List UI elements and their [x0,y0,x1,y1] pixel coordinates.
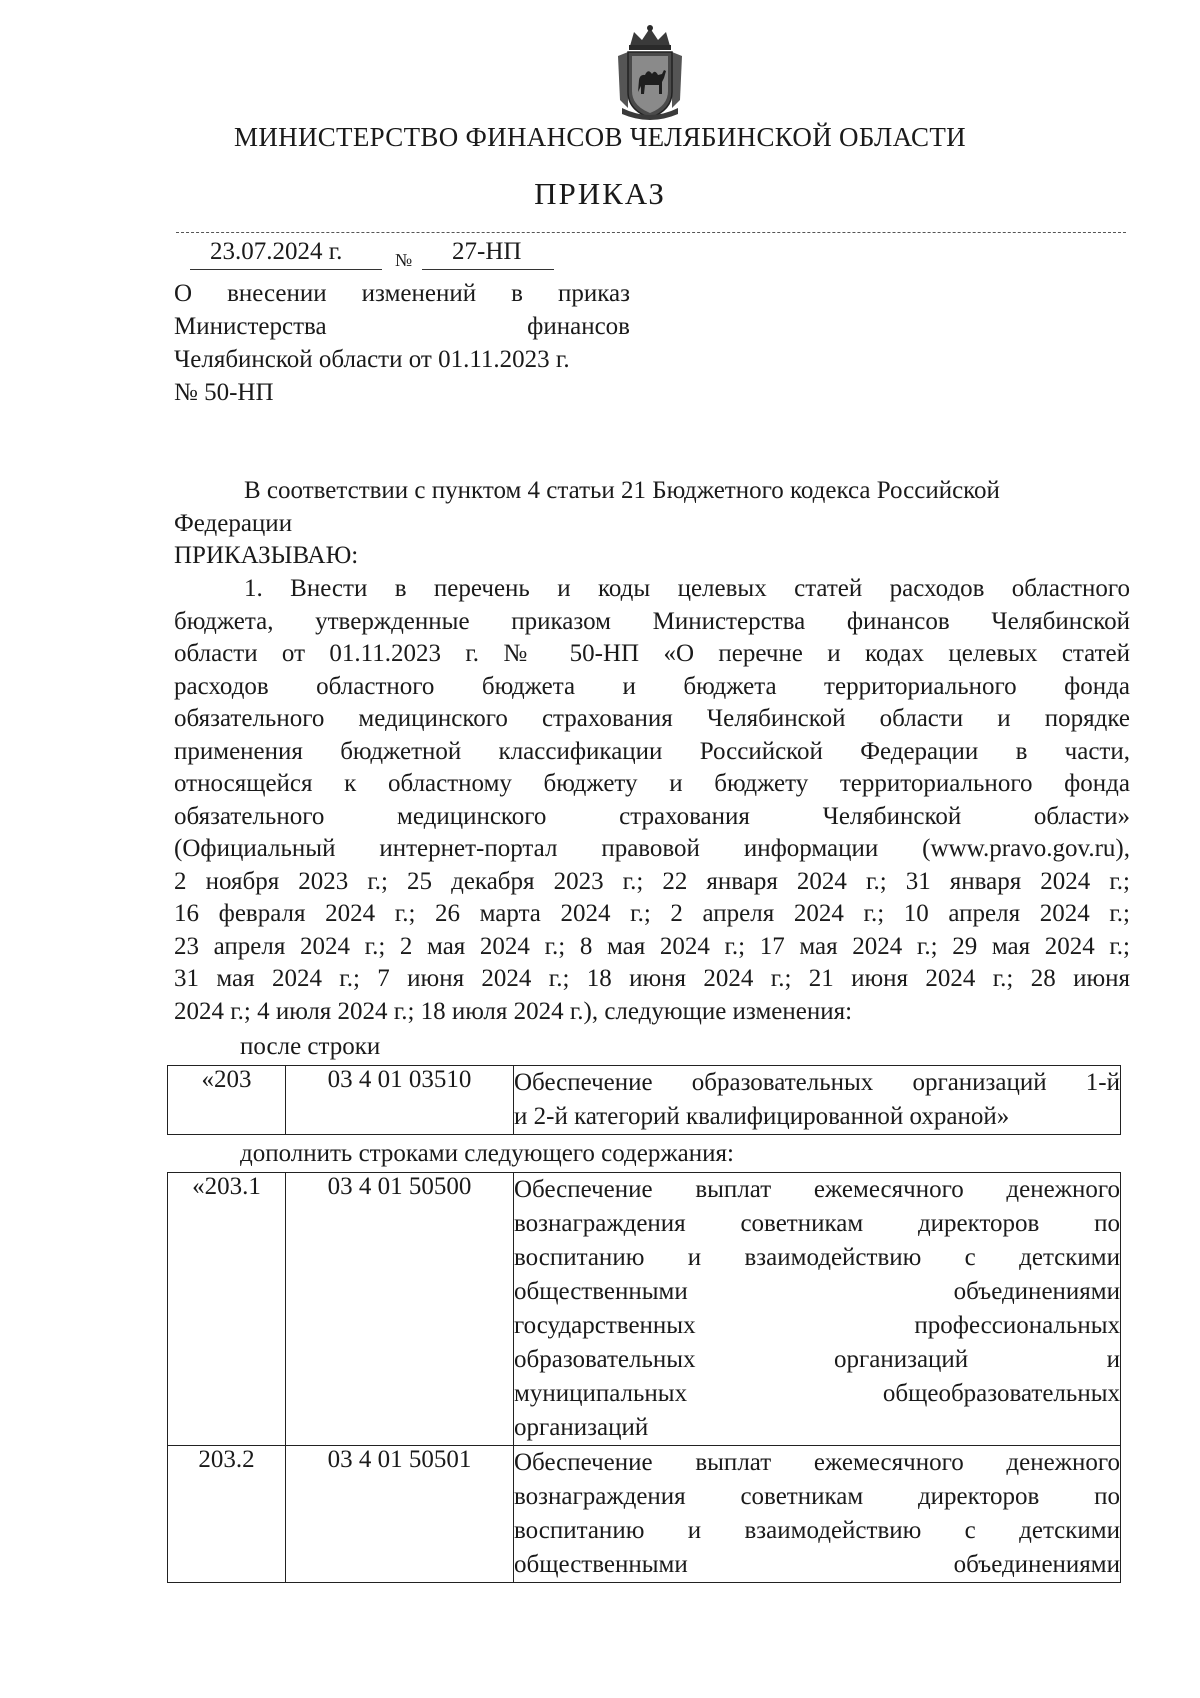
subject-line: О внесении изменений в приказ [174,280,630,307]
subject-line: № 50-НП [174,379,274,406]
subject-line: Министерства финансов [174,313,630,340]
item-line: области от 01.11.2023 г. № 50-НП «О перечне и кодах целевых статей [174,640,1130,667]
number-sign: № [395,250,413,270]
new-rows-table [167,1172,1121,1583]
document-title: ПРИКАЗ [534,176,666,211]
description-line: организаций [514,1414,649,1441]
item-line: относящейся к областному бюджету и бюджету территориального фонда [174,770,1130,797]
description-line: образовательных организаций и [514,1346,1120,1373]
row-number: «203.1 [168,1173,286,1446]
row-description [514,1173,1121,1446]
item-line: 2 ноября 2023 г.; 25 декабря 2023 г.; 22 января 2024 г.; 31 января 2024 г.; [174,867,1130,895]
row-description [514,1446,1121,1583]
row-code: 03 4 01 50501 [286,1446,514,1583]
description-line: Обеспечение выплат ежемесячного денежного [514,1176,1120,1203]
description-line: вознаграждения советникам директоров по [514,1210,1120,1237]
preamble [174,475,1130,573]
table-row [168,1066,1121,1135]
preamble-line: В соответствии с пунктом 4 статьи 21 Бюджетного кодекса Российской [244,477,1000,504]
row-number: «203 [168,1066,286,1135]
item-1 [174,573,1130,1028]
coat-of-arms-icon [612,22,688,122]
date-underline [190,269,382,270]
table-row [168,1446,1121,1583]
order-word: ПРИКАЗЫВАЮ: [174,542,359,569]
row-description [514,1066,1121,1135]
description-line: общественными объединениями [514,1551,1120,1578]
row-number: 203.2 [168,1446,286,1583]
item-line: 16 февраля 2024 г.; 26 марта 2024 г.; 2 апреля 2024 г.; 10 апреля 2024 г.; [174,900,1130,927]
description-line: муниципальных общеобразовательных [514,1380,1120,1407]
item-line: бюджета, утвержденные приказом Министерства финансов Челябинской [174,607,1130,635]
ministry-name: МИНИСТЕРСТВО ФИНАНСОВ ЧЕЛЯБИНСКОЙ ОБЛАСТИ [234,122,966,152]
after-row-label: после строки [240,1033,381,1060]
description-line: вознаграждения советникам директоров по [514,1483,1120,1510]
item-line: применения бюджетной классификации Российской Федерации в части, [174,737,1130,765]
preamble-line: Федерации [174,509,293,537]
header-divider [176,232,1126,233]
description-line: Обеспечение образовательных организаций 1-й [514,1069,1120,1096]
row-code: 03 4 01 50500 [286,1173,514,1446]
description-line: Обеспечение выплат ежемесячного денежного [514,1449,1120,1476]
item-line: 31 мая 2024 г.; 7 июня 2024 г.; 18 июня 2024 г.; 21 июня 2024 г.; 28 июня [174,965,1130,992]
description-line: государственных профессиональных [514,1312,1120,1339]
order-date: 23.07.2024 г. [210,238,343,265]
item-line: обязательного медицинского страхования Челябинской области и порядке [174,705,1130,732]
order-number: 27-НП [452,238,522,265]
item-line: (Официальный интернет-портал правовой информации (www.pravo.gov.ru), [174,835,1130,862]
item-line: 23 апреля 2024 г.; 2 мая 2024 г.; 8 мая 2024 г.; 17 мая 2024 г.; 29 мая 2024 г.; [174,932,1130,960]
description-line: воспитанию и взаимодействию с детскими [514,1244,1120,1271]
item-line: обязательного медицинского страхования Челябинской области» [174,802,1130,830]
item-line: 2024 г.; 4 июля 2024 г.; 18 июля 2024 г.), следующие изменения: [174,997,853,1025]
description-line: общественными объединениями [514,1278,1120,1305]
item-line: 1. Внести в перечень и коды целевых статей расходов областного [244,575,1130,602]
subject-line: Челябинской области от 01.11.2023 г. [174,346,570,373]
number-underline [422,269,554,270]
item-line: расходов областного бюджета и бюджета территориального фонда [174,672,1130,700]
description-line: и 2-й категорий квалифицированной охраной» [514,1103,1010,1130]
existing-row-table [167,1065,1121,1135]
table-row [168,1173,1121,1446]
add-rows-label: дополнить строками следующего содержания: [240,1140,734,1167]
row-code: 03 4 01 03510 [286,1066,514,1135]
order-subject [174,277,630,409]
description-line: воспитанию и взаимодействию с детскими [514,1517,1120,1544]
